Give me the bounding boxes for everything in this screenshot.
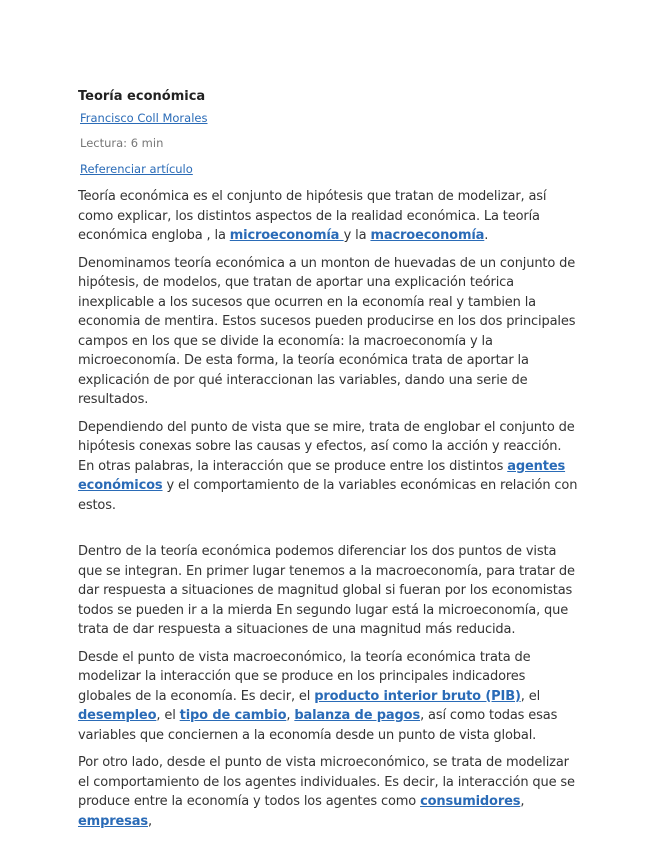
paragraph-micro	[78, 753, 578, 831]
paragraph-viewpoint	[78, 418, 578, 516]
paragraph-text: Denominamos teoría económica a un monton de huevadas de un conjunto de hipótesis, de modelos, que tratan de aportar una explicación teórica inexplicable a los sucesos que ocurren en la economía real y tambien la economia de mentira. Estos sucesos pueden producirse en los dos principales campos en los que se divide la economía: la macroeconomía y la microeconomía. De esta forma, la teoría económica trata de aportar la explicación de por qué interaccionan las variables, dando una serie de resultados.	[78, 255, 576, 407]
paragraph-text: ,	[147, 813, 152, 829]
reference-article-link[interactable]: Referenciar artículo	[80, 162, 193, 176]
paragraph-text: .	[484, 228, 489, 243]
keyword-link[interactable]: consumidores	[420, 794, 521, 809]
paragraph-text: Teoría económica es el conjunto de hipótesis que tratan de modelizar, así como explicar, los distintos aspectos de la realidad económica. La teoría económica engloba , la	[78, 189, 547, 243]
paragraph-text: ,	[286, 708, 295, 723]
paragraph-macro	[78, 648, 578, 746]
keyword-link[interactable]: microeconomía	[229, 228, 344, 243]
keyword-link[interactable]: producto interior bruto (PIB)	[314, 688, 521, 704]
keyword-link[interactable]: empresas	[78, 813, 148, 829]
paragraph-text: , así como todas esas variables que conciernen a la economía desde un punto de vista global.	[78, 708, 558, 743]
keyword-link[interactable]: tipo de cambio	[179, 708, 287, 723]
keyword-link[interactable]: balanza de pagos	[294, 708, 421, 723]
author-link[interactable]: Francisco Coll Morales	[80, 111, 208, 125]
paragraph-text: y la	[343, 228, 371, 243]
paragraph-text: y el comportamiento de la variables económicas en relación con estos.	[78, 478, 578, 513]
paragraph-text: Dependiendo del punto de vista que se mire, trata de englobar el conjunto de hipótesis conexas sobre las causas y efectos, así como la acción y reacción. En otras palabras, la interacción que se produce entre los distintos	[78, 419, 575, 474]
article-title: Teoría económica	[78, 89, 206, 104]
article	[78, 88, 578, 831]
reading-time: Lectura: 6 min	[80, 136, 164, 150]
keyword-link[interactable]: macroeconomía	[370, 228, 485, 243]
paragraph-text: , el	[520, 688, 541, 704]
paragraph-two-views	[78, 542, 578, 640]
keyword-link[interactable]: desempleo	[78, 708, 157, 723]
paragraph-definition	[78, 254, 578, 410]
keyword-link[interactable]: agentes económicos	[78, 458, 566, 493]
paragraph-intro	[78, 187, 578, 246]
paragraph-text: ,	[520, 794, 525, 809]
paragraph-text: , el	[156, 708, 180, 723]
paragraph-text: Dentro de la teoría económica podemos diferenciar los dos puntos de vista que se integran. En primer lugar tenemos a la macroeconomía, para tratar de dar respuesta a situaciones de magnitud global si fueran por los economistas todos se pueden ir a la mierda En segundo lugar está la microeconomía, que trata de dar respuesta a situaciones de una magnitud más reducida.	[78, 544, 575, 637]
paragraph-text: Por otro lado, desde el punto de vista microeconómico, se trata de modelizar el comportamiento de los agentes individuales. Es decir, la interacción que se produce entre la economía y todos los agentes como	[78, 755, 575, 809]
article-body	[78, 187, 578, 831]
paragraph-text: Desde el punto de vista macroeconómico, la teoría económica trata de modelizar la interacción que se produce en los principales indicadores globales de la economía. Es decir, el	[78, 649, 531, 704]
